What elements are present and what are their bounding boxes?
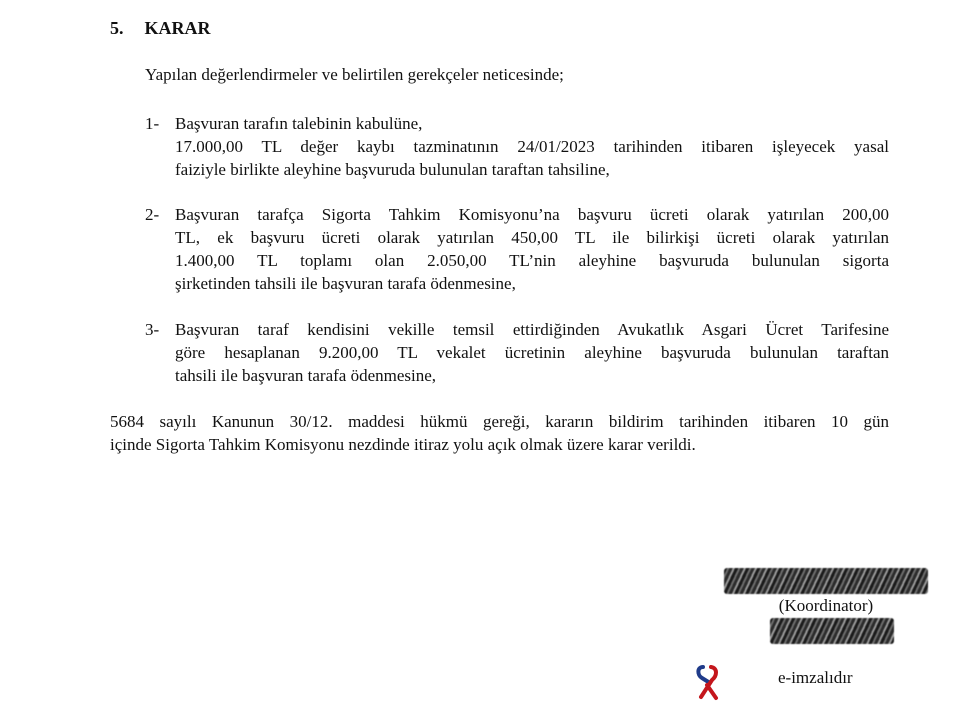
intro-text: Yapılan değerlendirmeler ve belirtilen gerekçeler neticesinde; [145,65,564,84]
section-heading [110,17,211,40]
item-line: Başvuran tarafça Sigorta Tahkim Komisyonu’na başvuru ücreti olarak yatırılan 200,00 [175,205,889,224]
item-text [175,112,889,181]
final-line: 5684 sayılı Kanunun 30/12. maddesi hükmü gereği, kararın bildirim tarihinden itibaren 10 gün [110,412,889,431]
final-line: içinde Sigorta Tahkim Komisyonu nezdinde itiraz yolu açık olmak üzere karar verildi. [110,435,696,454]
signer-role: (Koordinator) [778,596,874,615]
item-line: Başvuran tarafın talebinin kabulüne, [175,114,423,133]
item-line: Başvuran taraf kendisini vekille temsil ettirdiğinden Avukatlık Asgari Ücret Tarifesine [175,320,889,339]
decision-item-3 [145,318,889,387]
decision-item-2 [145,203,889,295]
item-line: 1.400,00 TL toplamı olan 2.050,00 TL’nin aleyhine başvuruda bulunulan sigorta [175,251,889,270]
section-title: KARAR [144,18,211,38]
item-text [175,203,889,295]
item-line: şirketinden tahsili ile başvuran tarafa ödenmesine, [175,274,516,293]
item-line: 17.000,00 TL değer kaybı tazminatının 24/01/2023 tarihinden itibaren işleyecek yasal [175,137,889,156]
ribbon-blue-band [698,667,710,683]
e-signature-label: e-imzalıdır [778,668,853,687]
item-number: 1- [145,114,160,133]
item-line: TL, ek başvuru ücreti olarak yatırılan 450,00 TL ile bilirkişi ücreti olarak yatırılan [175,228,889,247]
item-line: faiziyle birlikte aleyhine başvuruda bulunulan taraftan tahsiline, [175,160,610,179]
section-number: 5. [110,18,124,38]
item-line: göre hesaplanan 9.200,00 TL vekalet ücretinin aleyhine başvuruda bulunulan taraftan [175,343,889,362]
item-line: tahsili ile başvuran tarafa ödenmesine, [175,366,437,385]
item-number: 2- [145,205,160,224]
redacted-signature [770,618,894,644]
ribbon-red-band [701,667,716,698]
decision-item-1 [145,112,889,181]
final-paragraph [110,410,889,456]
item-text [175,318,889,387]
redacted-name [724,568,928,594]
item-number: 3- [145,320,160,339]
ribbon-icon [693,665,723,701]
